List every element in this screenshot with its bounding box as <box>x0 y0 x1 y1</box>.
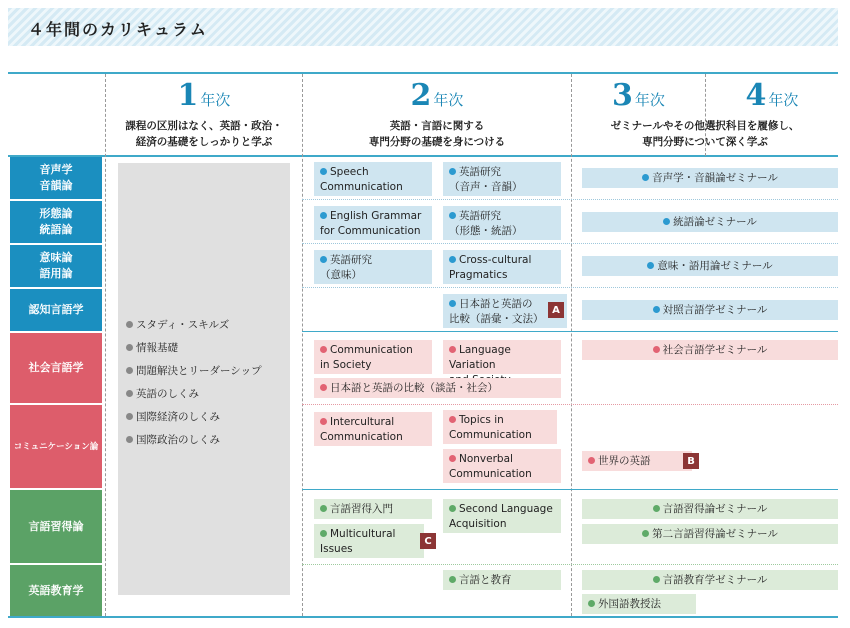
bullet-icon <box>449 346 456 353</box>
col-sep-1 <box>105 74 106 616</box>
bullet-icon <box>663 218 670 225</box>
course-eikenkyu-imi: 英語研究 （意味） <box>314 250 432 284</box>
course-nichiei-danwa: 日本語と英語の比較（談話・社会） <box>314 378 561 398</box>
row-sep <box>302 564 838 566</box>
course-gengo-nyumon: 言語習得入門 <box>314 499 432 519</box>
bullet-icon <box>588 457 595 464</box>
badge-b: B <box>683 453 699 469</box>
seminar-onsei: 音声学・音韻論ゼミナール <box>582 168 838 188</box>
category-label: 英語教育学 <box>28 583 84 597</box>
course-eikenkyu-keitai: 英語研究 （形態・統語） <box>443 206 561 240</box>
year-1-common-box <box>118 163 290 595</box>
category-acquisition <box>10 490 102 563</box>
category-phonetics <box>10 157 102 199</box>
bullet-icon <box>647 262 654 269</box>
category-english-education <box>10 565 102 616</box>
course-nonverbal: Nonverbal Communication <box>443 449 561 483</box>
bullet-icon <box>320 530 327 537</box>
bullet-icon <box>320 256 327 263</box>
seminar-taisho: 対照言語学ゼミナール <box>582 300 838 320</box>
col-sep-3 <box>571 74 572 616</box>
page-title: ４年間のカリキュラム <box>28 20 208 39</box>
bullet-icon <box>126 436 133 443</box>
bullet-icon <box>126 321 133 328</box>
row-sep <box>302 243 838 245</box>
year-3-heading: 3 年次 <box>612 78 665 113</box>
row-sep <box>302 331 838 333</box>
col-sep-2 <box>302 74 303 616</box>
bullet-icon <box>642 174 649 181</box>
bullet-icon <box>449 256 456 263</box>
seminar-imi: 意味・語用論ゼミナール <box>582 256 838 276</box>
course-cross-cultural: Cross-cultural Pragmatics <box>443 250 561 284</box>
bullet-icon <box>449 505 456 512</box>
category-communication <box>10 405 102 488</box>
course-comm-society: Communication in Society <box>314 340 432 374</box>
badge-a: A <box>548 302 564 318</box>
category-label: コミュニケーション論 <box>13 441 99 452</box>
bullet-icon <box>320 418 327 425</box>
bullet-icon <box>320 384 327 391</box>
course-lang-variation: Language Variation <box>443 340 561 374</box>
course-sekai-eigo: 世界の英語 <box>582 451 692 471</box>
category-label: 社会言語学 <box>28 361 84 374</box>
bullet-icon <box>653 576 660 583</box>
category-label: 言語習得論 <box>28 519 84 533</box>
bullet-icon <box>320 346 327 353</box>
title-bar <box>8 8 838 46</box>
year-3-4-desc: ゼミナールやその他選択科目を履修し、 専門分野について深く学ぶ <box>610 120 800 148</box>
row-sep <box>302 404 838 406</box>
bullet-icon <box>320 505 327 512</box>
skill-item: 英語のしくみ <box>126 386 199 401</box>
bullet-icon <box>449 300 456 307</box>
bullet-icon <box>449 212 456 219</box>
bullet-icon <box>653 306 660 313</box>
skill-item: 問題解決とリーダーシップ <box>126 363 262 378</box>
table-bottom-line <box>8 616 838 618</box>
category-label: 形態論 統語論 <box>39 207 73 236</box>
course-intercultural: Intercultural Communication <box>314 412 432 446</box>
category-sociolinguistics <box>10 333 102 403</box>
year-2-heading: 2 年次 <box>410 78 464 113</box>
seminar-eigokyoiku: 言語教育学ゼミナール <box>582 570 838 590</box>
bullet-icon <box>449 455 456 462</box>
row-sep <box>302 287 838 289</box>
header-bottom-line <box>8 155 838 157</box>
course-topics: Topics in Communication <box>443 410 557 444</box>
bullet-icon <box>126 390 133 397</box>
course-eikenkyu-onsei: 英語研究 （音声・音韻） <box>443 162 561 196</box>
bullet-icon <box>449 576 456 583</box>
bullet-icon <box>653 346 660 353</box>
bullet-icon <box>126 413 133 420</box>
course-multicultural: Multicultural Issues <box>314 524 424 558</box>
skill-item: スタディ・スキルズ <box>126 317 229 332</box>
year-1-heading: 1 年次 <box>177 78 231 113</box>
skill-item: 情報基礎 <box>126 340 178 355</box>
seminar-shakai: 社会言語学ゼミナール <box>582 340 838 360</box>
course-gengo-kyoiku: 言語と教育 <box>443 570 561 590</box>
bullet-icon <box>642 530 649 537</box>
bullet-icon <box>588 600 595 607</box>
bullet-icon <box>653 505 660 512</box>
category-label: 意味論 語用論 <box>39 251 73 280</box>
course-gaikokugo: 外国語教授法 <box>582 594 696 614</box>
category-semantics <box>10 245 102 287</box>
seminar-togo: 統語論ゼミナール <box>582 212 838 232</box>
header-top-line <box>8 72 838 74</box>
skill-item: 国際経済のしくみ <box>126 409 220 424</box>
row-sep <box>302 199 838 201</box>
seminar-shutoku: 言語習得論ゼミナール <box>582 499 838 519</box>
course-english-grammar: English Grammar for Communication <box>314 206 432 240</box>
bullet-icon <box>320 168 327 175</box>
year-1-desc: 課程の区別はなく、英語・政治・ 経済の基礎をしっかりと学ぶ <box>125 120 283 148</box>
course-speech: Speech Communication <box>314 162 432 196</box>
skill-item: 国際政治のしくみ <box>126 432 220 447</box>
seminar-daini: 第二言語習得論ゼミナール <box>582 524 838 544</box>
category-label: 音声学 音韻論 <box>39 163 73 192</box>
category-cognitive <box>10 289 102 331</box>
course-second-lang: Second Language Acquisition <box>443 499 561 533</box>
badge-c: C <box>420 533 436 549</box>
row-sep <box>302 489 838 491</box>
year-2-desc: 英語・言語に関する 専門分野の基礎を身につける <box>368 120 506 148</box>
bullet-icon <box>320 212 327 219</box>
category-morphology <box>10 201 102 243</box>
bullet-icon <box>449 416 456 423</box>
category-label: 認知言語学 <box>28 303 84 316</box>
bullet-icon <box>126 367 133 374</box>
bullet-icon <box>449 168 456 175</box>
year-4-heading: 4 年次 <box>745 78 799 113</box>
bullet-icon <box>126 344 133 351</box>
course-nichiei-goi: 日本語と英語の 比較（語彙・文法） <box>443 294 567 328</box>
